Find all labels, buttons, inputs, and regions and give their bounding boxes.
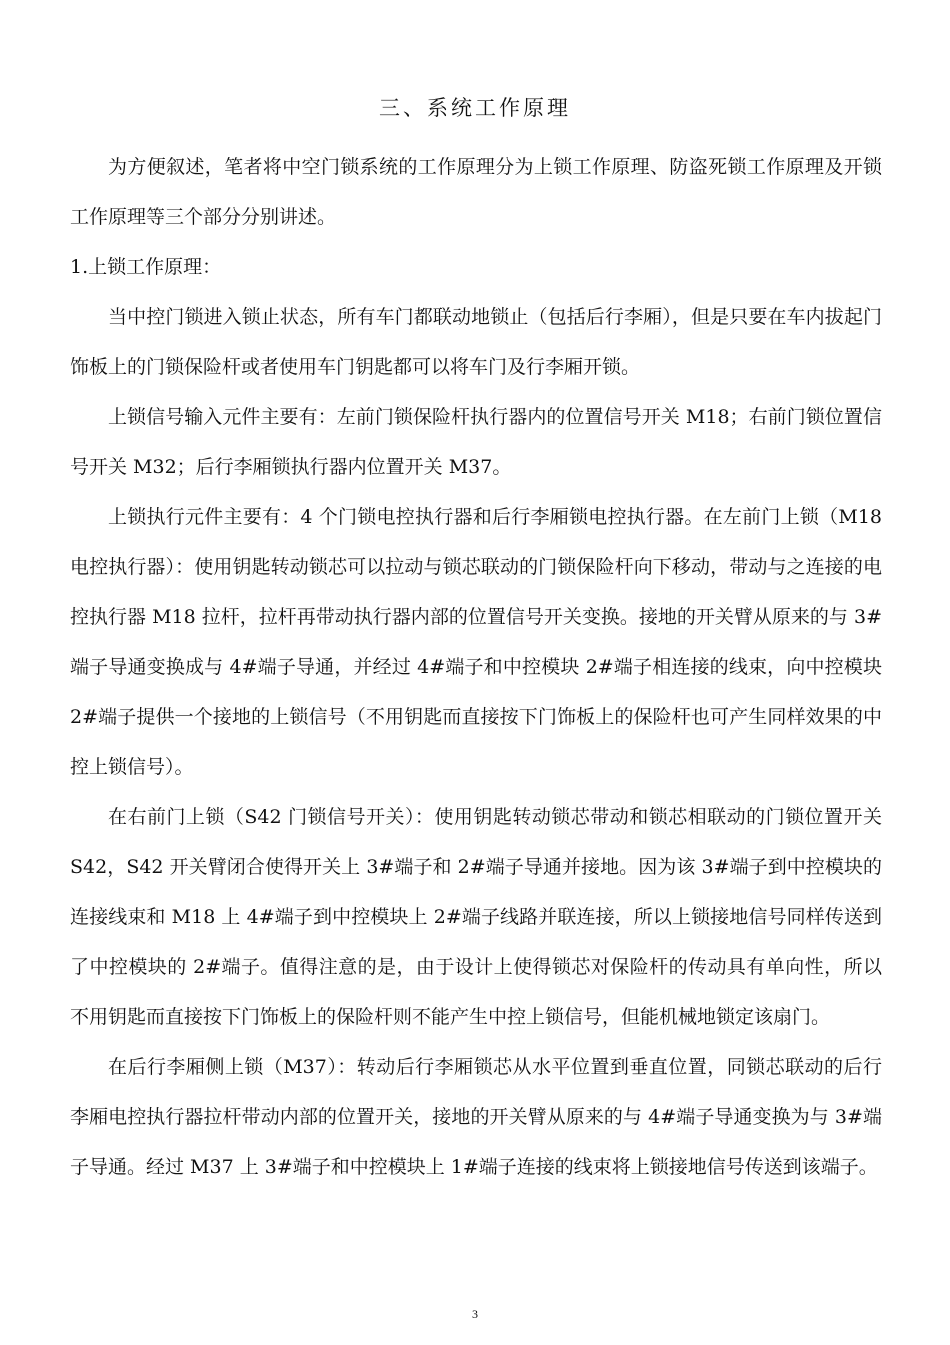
body-text bbox=[70, 142, 882, 1192]
intro-paragraph: 为方便叙述，笔者将中空门锁系统的工作原理分为上锁工作原理、防盗死锁工作原理及开锁工作原理等三个部分分别讲述。 bbox=[70, 156, 882, 228]
section-title: 三、系统工作原理 bbox=[379, 96, 571, 120]
paragraph-input-elements: 上锁信号输入元件主要有：左前门锁保险杆执行器内的位置信号开关 M18；右前门锁位置信号开关 M32；后行李厢锁执行器内位置开关 M37。 bbox=[70, 406, 882, 478]
page-number: 3 bbox=[472, 1307, 478, 1321]
subsection-heading: 1.上锁工作原理： bbox=[70, 256, 222, 278]
paragraph-actuators: 上锁执行元件主要有：4 个门锁电控执行器和后行李厢锁电控执行器。在左前门上锁（M18 电控执行器）：使用钥匙转动锁芯可以拉动与锁芯联动的门锁保险杆向下移动，带动与之连接的电控执行器 M18 拉杆，拉杆再带动执行器内部的位置信号开关变换。接地的开关臂从原来的与 3#端子导通变换成与 4#端子导通，并经过 4#端子和中控模块 2#端子相连接的线束，向中控模块 2#端子提供一个接地的上锁信号（不用钥匙而直接按下门饰板上的保险杆也可产生同样效果的中控上锁信号）。 bbox=[70, 506, 882, 778]
paragraph-right-front-door: 在右前门上锁（S42 门锁信号开关）：使用钥匙转动锁芯带动和锁芯相联动的门锁位置开关 S42，S42 开关臂闭合使得开关上 3#端子和 2#端子导通并接地。因为该 3#端子到中控模块的连接线束和 M18 上 4#端子到中控模块上 2#端子线路并联连接，所以上锁接地信号同样传送到了中控模块的 2#端子。值得注意的是，由于设计上使得锁芯对保险杆的传动具有单向性，所以不用钥匙而直接按下门饰板上的保险杆则不能产生中控上锁信号，但能机械地锁定该扇门。 bbox=[70, 806, 882, 1028]
paragraph-locking-state: 当中控门锁进入锁止状态，所有车门都联动地锁止（包括后行李厢），但是只要在车内拔起门饰板上的门锁保险杆或者使用车门钥匙都可以将车门及行李厢开锁。 bbox=[70, 306, 882, 378]
paragraph-trunk: 在后行李厢侧上锁（M37）：转动后行李厢锁芯从水平位置到垂直位置，同锁芯联动的后行李厢电控执行器拉杆带动内部的位置开关，接地的开关臂从原来的与 4#端子导通变换为与 3#端子导通。经过 M37 上 3#端子和中控模块上 1#端子连接的线束将上锁接地信号传送到该端子。 bbox=[70, 1056, 882, 1178]
